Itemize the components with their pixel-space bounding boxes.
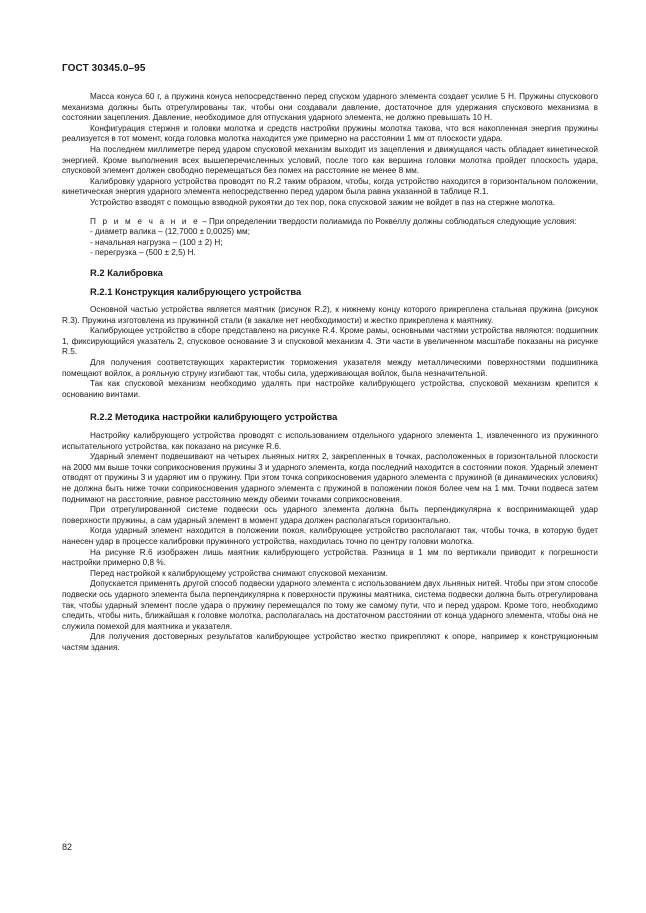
paragraph: Калибрующее устройство в сборе представлено на рисунке R.4. Кроме рамы, основными частями устройства являются: подшипник 1, фиксирующийся указатель 2, спусковое основание 3 и спусковой механизм 4. Эти части в увеличенном масштабе показаны на рисунке R.5. <box>62 326 598 357</box>
paragraph: При отрегулированной системе подвески ось ударного элемента должна быть перпендикулярна к воспринимающей удар поверхности пружины, а сам ударный элемент в момент удара должен располагаться горизонтально. <box>62 505 598 525</box>
paragraph: На рисунке R.6 изображен лишь маятник калибрующего устройства. Разница в 1 мм по вертикали приводит к погрешности настройки примерно 0,8 %. <box>62 547 598 568</box>
paragraph: Конфигурация стержня и головки молотка и средств настройки пружины молотка такова, что вся накопленная энергия пружины реализуется в тот момент, когда головка молотка находится уже примерно на расстоянии 1 мм от плоскости удара. <box>62 123 598 144</box>
paragraph: Устройство взводят с помощью взводной рукоятки до тех пор, пока спусковой зажим не войдет в паз на стержне молотка. <box>90 197 556 207</box>
subsection-heading: R.2.1 Конструкция калибрующего устройства <box>90 285 302 297</box>
note-list-item: - диаметр валика – (12,7000 ± 0,0025) мм; <box>90 227 250 237</box>
paragraph: Когда ударный элемент находится в положении покоя, калибрующее устройство располагают так, чтобы точка, в которую будет нанесен удар в процессе калибровки пружинного устройства, находилась точно по центру головки молотка. <box>62 526 598 546</box>
paragraph: На последнем миллиметре перед ударом спусковой механизм выходит из зацепления и движущаяся часть обладает кинетической энергией. Кроме выполнения всех вышеперечисленных условий, после того как вершина головки молотка пройдет плоскость удара, спусковой элемент должен свободно перемещаться без помех на расстояние не менее 8 мм. <box>62 144 598 176</box>
section-heading: R.2 Калибровка <box>90 266 163 278</box>
document-body <box>62 92 598 654</box>
subsection-heading: R.2.2 Методика настройки калибрующего устройства <box>90 411 338 423</box>
paragraph: Ударный элемент подвешивают на четырех льняных нитях 2, закрепленных в точках, расположенных в горизонтальной плоскости на 2000 мм выше точки соприкосновения пружины 3 и ударного элемента, когда последний находится в состоянии покоя. Ударный элемент отводят от пружины 3 и ударяют им о пружину. При этом точка соприкосновения ударного элемента с пружиной (в динамических условиях) не должна быть ниже точки соприкосновения ударного элемента с пружиной в положении покоя более чем на 1 мм. Точки подвеса затем поднимают на расстояние, равное расстоянию между обеими точками соприкосновения. <box>62 452 598 504</box>
paragraph: Перед настройкой к калибрующему устройства снимают спусковой механизм. <box>90 568 388 578</box>
paragraph: Основной частью устройства является маятник (рисунок R.2), к нижнему концу которого прикреплена стальная пружина (рисунок R.3). Пружина изготовлена из пружинной стали (в закалке нет необходимости) и жестко прикреплена к маятнику. <box>62 305 598 325</box>
paragraph: Допускается применять другой способ подвески ударного элемента с использованием двух льняных нитей. Чтобы при этом способе подвески ось ударного элемента была перпендикулярна к поверхности пружины маятника, система подвески должна быть отрегулирована так, чтобы ударный элемент после удара о пружину перемещался по тому же самому пути, что и перед ударом. Кроме того, необходимо следить, чтобы нить, ближайшая к головке молотка, располагалась на достаточном расстоянии от конца ударного элемента, чтобы она не служила помехой для маятника и указателя. <box>62 579 598 631</box>
note-paragraph <box>62 217 598 228</box>
paragraph: Калибровку ударного устройства проводят по R.2 таким образом, чтобы, когда устройство находится в горизонтальном положении, кинетическая энергия ударного элемента непосредственно перед ударом была равна указанной в таблице R.1. <box>62 176 598 197</box>
document-header: ГОСТ 30345.0–95 <box>62 63 146 74</box>
page-number: 82 <box>62 842 73 852</box>
paragraph: Настройку калибрующего устройства проводят с использованием отдельного ударного элемента 1, извлеченного из пружинного испытательного устройства, как показано на рисунке R.6. <box>62 431 598 451</box>
note-text: – При определении твердости полиамида по Роквеллу должны соблюдаться следующие условия: <box>199 216 577 226</box>
paragraph: Так как спусковой механизм необходимо удалять при настройке калибрующего устройства, спусковой механизм крепится к основанию винтами. <box>62 379 598 399</box>
paragraph: Масса конуса 60 г, а пружина конуса непосредственно перед спуском ударного элемента создает усилие 5 Н. Пружины спускового механизма должны быть отрегулированы так, чтобы они создавали давление, достаточное для удержания спускового механизма в состоянии зацепления. Давление, необходимое для отпускания ударного элемента, не должно превышать 10 Н. <box>62 92 598 123</box>
paragraph: Для получения достоверных результатов калибрующее устройство жестко прикрепляют к опоре, например к конструкционным частям здания. <box>62 632 598 652</box>
note-label: П р и м е ч а н и е <box>90 216 200 226</box>
note-list-item: - перегрузка – (500 ± 2,5) Н. <box>90 248 196 258</box>
paragraph: Для получения соответствующих характеристик торможения указателя между металлическими поверхностями подшипника помещают войлок, а рояльную струну изгибают так, чтобы сила, удерживающая войлок, была незначительной. <box>62 358 598 378</box>
note-list-item: - начальная нагрузка – (100 ± 2) Н; <box>90 237 223 247</box>
